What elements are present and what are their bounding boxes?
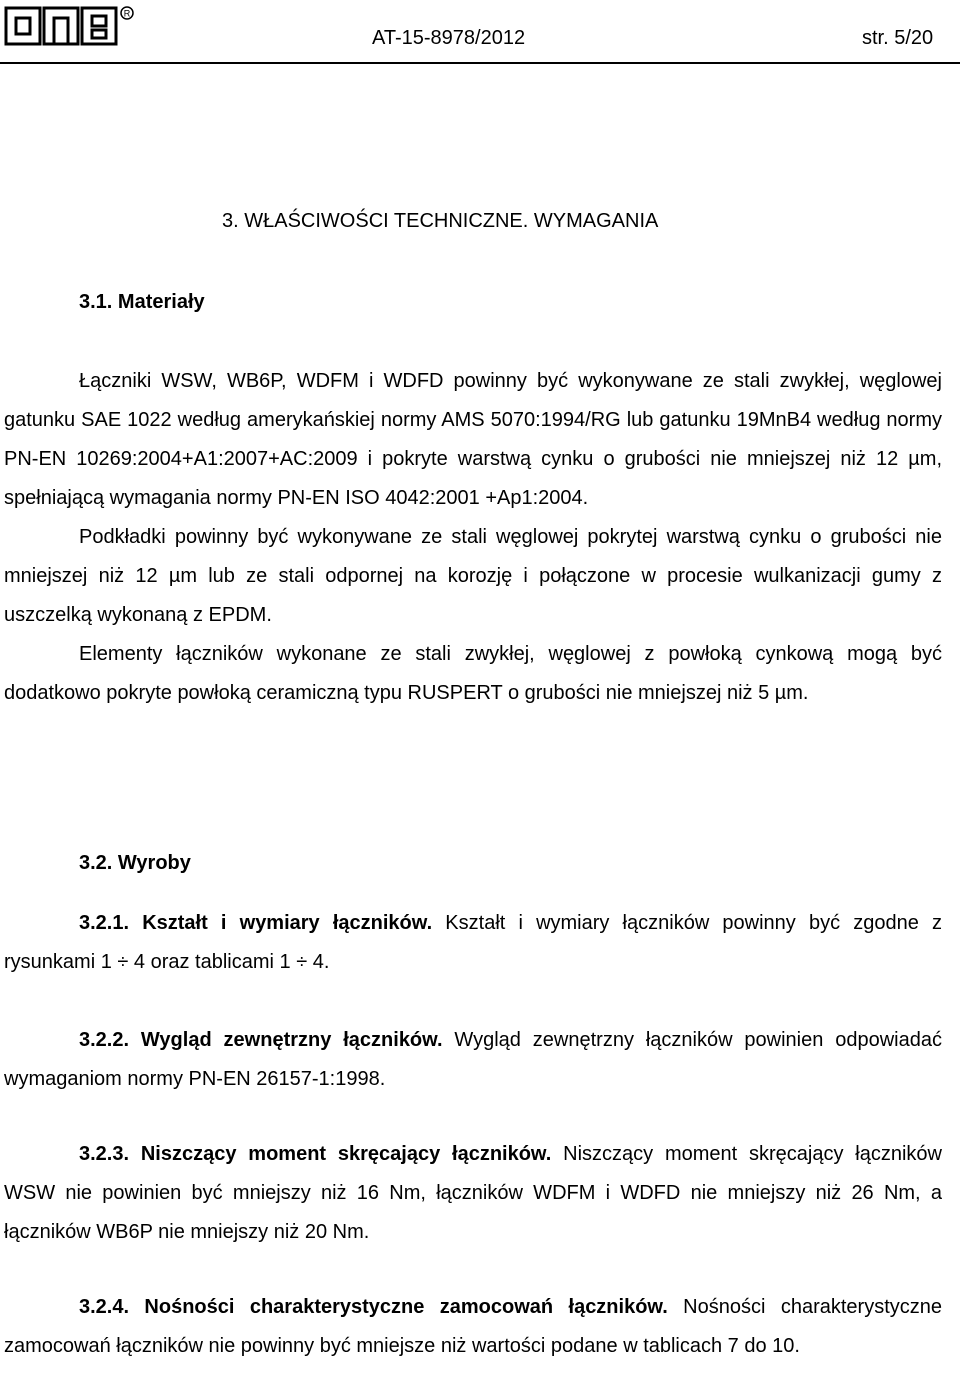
section-3-2-2-text: Wygląd zewnętrzny łączników powinien odpowiadać wymaganiom normy PN-EN 26157-1:1998. [4, 1029, 942, 1090]
section-3-2-heading: 3.2. Wyroby [79, 852, 191, 874]
itb-logo [4, 4, 136, 46]
header-divider [0, 62, 960, 64]
page-number: str. 5/20 [862, 27, 934, 49]
section-3-2-4-heading: 3.2.4. Nośności charakterystyczne zamocowań łączników. [79, 1296, 668, 1318]
materials-paragraph-1: Łączniki WSW, WB6P, WDFM i WDFD powinny być wykonywane ze stali zwykłej, węglowej gatunku SAE 1022 według amerykańskiej normy AMS 5070:1994/RG lub gatunku 19MnB4 według normy PN-EN 10269:2004+A1:2007+AC:2009 i pokryte warstwą cynku o grubości nie mniejszej niż 12 µm, spełniającą wymagania normy PN-EN ISO 4042:2001 +Ap1:2004. [4, 370, 942, 509]
section-3-heading: 3. WŁAŚCIWOŚCI TECHNICZNE. WYMAGANIA [222, 210, 659, 232]
materials-text [4, 362, 942, 713]
section-3-2-3-text: Niszczący moment skręcający łączników WSW nie powinien być mniejszy niż 16 Nm, łączników WDFM i WDFD nie mniejszy niż 26 Nm, a łączników WB6P nie mniejszy niż 20 Nm. [4, 1143, 942, 1243]
section-3-2-3-heading: 3.2.3. Niszczący moment skręcający łączników. [79, 1143, 552, 1165]
page-header [0, 0, 960, 60]
section-3-2-2 [4, 1021, 942, 1099]
section-3-2-4-text: Nośności charakterystyczne zamocowań łączników nie powinny być mniejsze niż wartości podane w tablicach 7 do 10. [4, 1296, 942, 1357]
svg-text:R: R [123, 8, 131, 19]
section-3-2-1-text: Kształt i wymiary łączników powinny być zgodne z rysunkami 1 ÷ 4 oraz tablicami 1 ÷ 4. [4, 912, 943, 973]
materials-paragraph-2: Podkładki powinny być wykonywane ze stali węglowej pokrytej warstwą cynku o grubości nie mniejszej niż 12 µm lub ze stali odpornej na korozję i połączone w procesie wulkanizacji gumy z uszczelką wykonaną z EPDM. [4, 526, 942, 626]
section-3-2-2-heading: 3.2.2. Wygląd zewnętrzny łączników. [79, 1029, 443, 1051]
section-3-2-3 [4, 1135, 942, 1252]
section-3-1-heading: 3.1. Materiały [79, 291, 205, 313]
section-3-2-1 [4, 904, 942, 982]
materials-paragraph-3: Elementy łączników wykonane ze stali zwykłej, węglowej z powłoką cynkową mogą być dodatkowo pokryte powłoką ceramiczną typu RUSPERT o grubości nie mniejszej niż 5 µm. [4, 643, 942, 704]
document-number: AT-15-8978/2012 [372, 27, 526, 49]
section-3-2-4 [4, 1288, 942, 1366]
section-3-2-1-heading: 3.2.1. Kształt i wymiary łączników. [79, 912, 433, 934]
